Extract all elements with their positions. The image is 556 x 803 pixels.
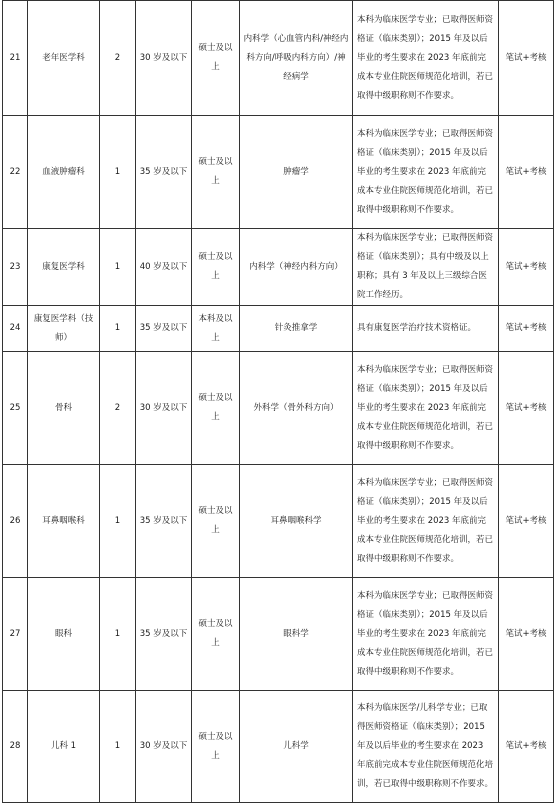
- age-requirement-cell: 35 岁及以下: [136, 306, 192, 352]
- headcount-cell: 1: [100, 116, 136, 229]
- row-number: 22: [3, 116, 28, 229]
- other-requirements-cell: 本科为临床医学专业；已取得医师资格证（临床类别）；2015 年及以后毕业的考生要求在 2023 年底前完成本专业住院医师规范化培训，若已取得中级职称则不作要求。: [353, 116, 499, 229]
- other-requirements-cell: 本科为临床医学专业；已取得医师资格证（临床类别）；2015 年及以后毕业的考生要求在 2023 年底前完成本专业住院医师规范化培训，若已取得中级职称则不作要求。: [353, 1, 499, 116]
- other-requirements-cell: 本科为临床医学专业；已取得医师资格证（临床类别）；2015 年及以后毕业的考生要求在 2023 年底前完成本专业住院医师规范化培训，若已取得中级职称则不作要求。: [353, 465, 499, 578]
- headcount-cell: 2: [100, 1, 136, 116]
- major-cell: 外科学（骨外科方向）: [240, 352, 353, 465]
- department-cell: 老年医学科: [28, 1, 100, 116]
- degree-requirement-cell: 硕士及以上: [192, 578, 240, 691]
- row-number: 23: [3, 229, 28, 306]
- exam-method-cell: 笔试+考核: [499, 691, 554, 803]
- major-cell: 内科学（神经内科方向）: [240, 229, 353, 306]
- exam-method-cell: 笔试+考核: [499, 116, 554, 229]
- exam-method-cell: 笔试+考核: [499, 229, 554, 306]
- row-number: 28: [3, 691, 28, 803]
- major-cell: 内科学（心血管内科/神经内科方向/呼吸内科方向）/神经病学: [240, 1, 353, 116]
- row-number: 21: [3, 1, 28, 116]
- department-cell: 耳鼻咽喉科: [28, 465, 100, 578]
- major-cell: 耳鼻咽喉科学: [240, 465, 353, 578]
- department-cell: 眼科: [28, 578, 100, 691]
- other-requirements-cell: 本科为临床医学专业；已取得医师资格证（临床类别）；2015 年及以后毕业的考生要求在 2023 年底前完成本专业住院医师规范化培训，若已取得中级职称则不作要求。: [353, 352, 499, 465]
- table-row: [3, 691, 554, 803]
- degree-requirement-cell: 本科及以上: [192, 306, 240, 352]
- age-requirement-cell: 30 岁及以下: [136, 1, 192, 116]
- age-requirement-cell: 35 岁及以下: [136, 116, 192, 229]
- row-number: 25: [3, 352, 28, 465]
- headcount-cell: 2: [100, 352, 136, 465]
- department-cell: 儿科 1: [28, 691, 100, 803]
- table-row: [3, 352, 554, 465]
- department-cell: 康复医学科（技师）: [28, 306, 100, 352]
- exam-method-cell: 笔试+考核: [499, 352, 554, 465]
- degree-requirement-cell: 硕士及以上: [192, 465, 240, 578]
- major-cell: 肿瘤学: [240, 116, 353, 229]
- table-row: [3, 229, 554, 306]
- recruitment-table: [2, 0, 554, 803]
- headcount-cell: 1: [100, 229, 136, 306]
- age-requirement-cell: 35 岁及以下: [136, 578, 192, 691]
- headcount-cell: 1: [100, 578, 136, 691]
- degree-requirement-cell: 硕士及以上: [192, 691, 240, 803]
- exam-method-cell: 笔试+考核: [499, 578, 554, 691]
- major-cell: 儿科学: [240, 691, 353, 803]
- table-body: [3, 1, 554, 803]
- degree-requirement-cell: 硕士及以上: [192, 229, 240, 306]
- age-requirement-cell: 30 岁及以下: [136, 352, 192, 465]
- department-cell: 骨科: [28, 352, 100, 465]
- exam-method-cell: 笔试+考核: [499, 306, 554, 352]
- table-row: [3, 1, 554, 116]
- degree-requirement-cell: 硕士及以上: [192, 352, 240, 465]
- degree-requirement-cell: 硕士及以上: [192, 1, 240, 116]
- other-requirements-cell: 本科为临床医学专业；已取得医师资格证（临床类别）；具有中级及以上职称；具有 3 年及以上三级综合医院工作经历。: [353, 229, 499, 306]
- exam-method-cell: 笔试+考核: [499, 1, 554, 116]
- degree-requirement-cell: 硕士及以上: [192, 116, 240, 229]
- age-requirement-cell: 40 岁及以下: [136, 229, 192, 306]
- department-cell: 血液肿瘤科: [28, 116, 100, 229]
- age-requirement-cell: 35 岁及以下: [136, 465, 192, 578]
- table-row: [3, 116, 554, 229]
- department-cell: 康复医学科: [28, 229, 100, 306]
- other-requirements-cell: 本科为临床医学/儿科学专业；已取得医师资格证（临床类别）；2015 年及以后毕业的考生要求在 2023 年底前完成本专业住院医师规范化培训，若已取得中级职称则不作要求。: [353, 691, 499, 803]
- exam-method-cell: 笔试+考核: [499, 465, 554, 578]
- headcount-cell: 1: [100, 691, 136, 803]
- headcount-cell: 1: [100, 306, 136, 352]
- other-requirements-cell: 本科为临床医学专业；已取得医师资格证（临床类别）；2015 年及以后毕业的考生要求在 2023 年底前完成本专业住院医师规范化培训，若已取得中级职称则不作要求。: [353, 578, 499, 691]
- row-number: 24: [3, 306, 28, 352]
- headcount-cell: 1: [100, 465, 136, 578]
- age-requirement-cell: 30 岁及以下: [136, 691, 192, 803]
- row-number: 26: [3, 465, 28, 578]
- table-row: [3, 465, 554, 578]
- major-cell: 针灸推拿学: [240, 306, 353, 352]
- major-cell: 眼科学: [240, 578, 353, 691]
- row-number: 27: [3, 578, 28, 691]
- other-requirements-cell: 具有康复医学治疗技术资格证。: [353, 306, 499, 352]
- table-row: [3, 578, 554, 691]
- table-row: [3, 306, 554, 352]
